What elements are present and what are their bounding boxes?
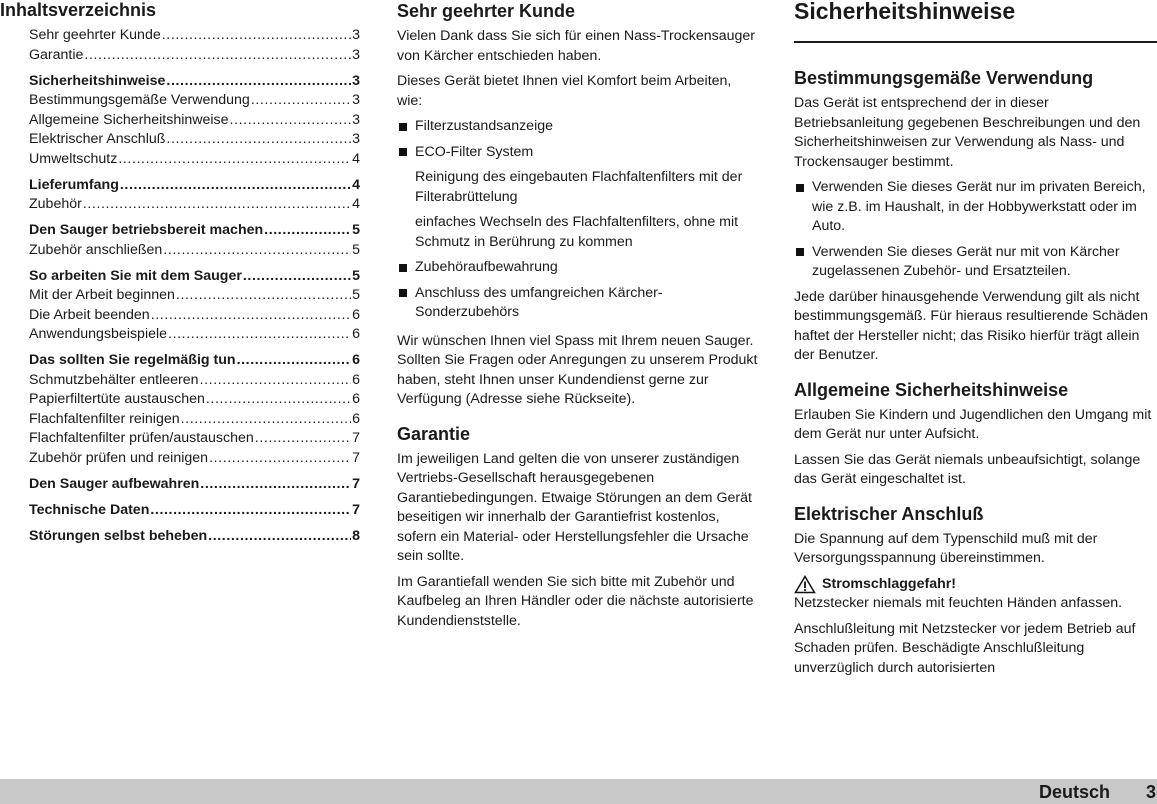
toc-entry-label: Anwendungsbeispiele — [29, 326, 168, 342]
toc-dot-leader — [84, 46, 351, 66]
toc-dot-leader — [251, 91, 351, 111]
toc-entry-page: 7 — [352, 449, 360, 466]
toc-entry-label: Zubehör — [29, 196, 82, 212]
warning-label: Stromschlaggefahr! — [822, 575, 957, 592]
toc-entry-page: 5 — [352, 287, 360, 303]
garantie-heading: Garantie — [397, 423, 471, 444]
toc-dot-leader — [150, 501, 351, 521]
toc-entry-page: 5 — [352, 222, 360, 238]
use-bullet-text: Verwenden Sie dieses Gerät nur im privaten Bereich, wie z.B. im Haushalt, in der Hobbywerkstatt oder im Auto. — [812, 179, 1146, 234]
toc-title: Inhaltsverzeichnis — [0, 0, 157, 20]
feature-text: Anschluss des umfangreichen Kärcher-Sonderzubehörs — [415, 284, 663, 320]
use-bullet-text: Verwenden Sie dieses Gerät nur mit von Kärcher zugelassenen Zubehör- und Ersatzteilen. — [812, 243, 1120, 279]
toc-entry-page: 3 — [352, 92, 360, 108]
toc-dot-leader — [163, 241, 351, 261]
toc-dot-leader — [264, 221, 351, 241]
footer-bar — [0, 779, 1157, 804]
safety-column — [794, 0, 1157, 678]
toc-dot-leader — [120, 176, 351, 196]
toc-entry-label: Bestimmungsgemäße Verwendung — [29, 92, 250, 108]
feature-bullet — [397, 284, 758, 323]
bullet-square-icon — [399, 123, 407, 131]
electric-paragraph-voltage: Die Spannung auf dem Typenschild muß mit der Versorgungsspannung übereinstimmen. — [794, 530, 1098, 566]
toc-entry-page: 3 — [352, 72, 360, 89]
toc-entry-label: Flachfaltenfilter prüfen/austauschen — [29, 430, 254, 446]
toc-dot-leader — [181, 410, 351, 430]
toc-dot-leader — [118, 150, 351, 170]
use-paragraph: Das Gerät ist entsprechend der in dieser Betriebsanleitung gegebenen Beschreibungen und den Sicherheitshinweisen zur Verwendung als Nass- und Trockensauger bestimmt. — [794, 95, 1141, 170]
garantie-paragraph-terms: Im jeweiligen Land gelten die von unserer zuständigen Vertriebs-Gesellschaft herausgegebenen Garantiebedingungen. Etwaige Störungen an dem Gerät beseitigen wir innerhalb der Garantiefrist kostenlos, sofern ein Material- oder Herstellungsfehler die Ursache sein sollte. — [397, 450, 752, 564]
toc-dot-leader — [243, 267, 351, 287]
toc-entry-label: Allgemeine Sicherheitshinweise — [29, 111, 229, 128]
warning-text: Netzstecker niemals mit feuchten Händen anfassen. — [794, 595, 1123, 611]
toc-entry — [0, 241, 360, 261]
toc-entry-page: 4 — [352, 150, 360, 167]
toc-dot-leader — [151, 306, 351, 326]
toc-entry-label: Lieferumfang — [29, 176, 119, 193]
toc-entry-page: 6 — [352, 391, 360, 407]
feature-text: ECO-Filter System — [415, 143, 534, 160]
bullet-square-icon — [796, 248, 804, 256]
toc-entry — [0, 221, 360, 241]
intro-paragraph-thanks: Vielen Dank dass Sie sich für einen Nass-Trockensauger von Kärcher entschieden haben. — [397, 28, 756, 64]
shock-warning — [794, 575, 1157, 595]
feature-text: Zubehöraufbewahrung — [415, 259, 558, 275]
toc-dot-leader — [176, 286, 351, 306]
feature-bullet — [397, 143, 758, 163]
toc-entry-label: Mit der Arbeit beginnen — [29, 287, 175, 303]
feature-bullet — [397, 258, 758, 278]
bullet-square-icon — [399, 264, 407, 272]
toc-entry-label: Das sollten Sie regelmäßig tun — [29, 352, 236, 368]
toc-entry-page: 3 — [352, 111, 360, 128]
toc-entry-label: Flachfaltenfilter reinigen — [29, 410, 180, 427]
use-heading: Bestimmungsgemäße Verwendung — [794, 68, 1094, 88]
toc-dot-leader — [200, 475, 351, 495]
toc-entry-page: 5 — [352, 241, 360, 258]
toc-entry-page: 7 — [352, 430, 360, 446]
toc-dot-leader — [83, 195, 351, 215]
toc-entry-label: Sehr geehrter Kunde — [29, 27, 161, 43]
toc-entry-page: 7 — [352, 475, 360, 492]
intro-paragraph-closing: Wir wünschen Ihnen viel Spass mit Ihrem neuen Sauger. Sollten Sie Fragen oder Anregungen zu unserem Produkt haben, steht Ihnen unser Kundendienst gerne zur Verfügung (Adresse siehe Rückseite). — [397, 332, 758, 407]
toc-entry-page: 3 — [352, 46, 360, 63]
toc-entry — [0, 449, 360, 469]
toc-entry-label: Elektrischer Anschluß — [29, 131, 166, 147]
toc-entry — [0, 195, 360, 215]
toc-entry-page: 4 — [352, 176, 360, 193]
toc-entry-page: 3 — [352, 27, 360, 43]
general-paragraph-unattended: Lassen Sie das Gerät niemals unbeaufsichtigt, solange das Gerät eingeschaltet ist. — [794, 451, 1141, 487]
feature-text: Filterzustandsanzeige — [415, 118, 554, 134]
use-bullet — [794, 178, 1157, 237]
bullet-square-icon — [399, 148, 407, 156]
bullet-square-icon — [399, 289, 407, 297]
toc-entry-page: 6 — [352, 371, 360, 388]
footer-language: Deutsch — [1038, 782, 1110, 802]
toc-entry-label: Garantie — [29, 46, 84, 63]
toc-entry — [0, 176, 360, 196]
toc-entry-label: Den Sauger aufbewahren — [29, 475, 200, 492]
toc-dot-leader — [166, 130, 351, 150]
feature-bullet — [397, 117, 758, 137]
toc-entry-label: Umweltschutz — [29, 150, 118, 167]
toc-entry-page: 3 — [352, 131, 360, 147]
footer-page-number: 3 — [1145, 782, 1156, 802]
toc-entry-page: 6 — [352, 306, 360, 323]
toc-dot-leader — [200, 371, 352, 391]
safety-title: Sicherheitshinweise — [794, 0, 1016, 24]
intro-column — [397, 0, 758, 631]
title-divider — [794, 41, 1157, 43]
toc-entry-page: 7 — [352, 501, 360, 518]
toc-entry — [0, 410, 360, 430]
toc-entry — [0, 527, 360, 547]
toc-dot-leader — [255, 429, 351, 449]
toc-dot-leader — [209, 449, 351, 469]
toc-entry — [0, 351, 360, 371]
general-heading: Allgemeine Sicherheitshinweise — [794, 379, 1069, 400]
toc-entry-label: Papierfiltertüte austauschen — [29, 391, 205, 407]
toc-entry — [0, 26, 360, 46]
toc-entry — [0, 130, 360, 150]
bullet-square-icon — [796, 184, 804, 192]
feature-subtext: Reinigung des eingebauten Flachfaltenfilters mit der Filterabrüttelung — [415, 169, 743, 205]
intro-paragraph-comfort: Dieses Gerät bietet Ihnen viel Komfort beim Arbeiten, wie: — [397, 73, 732, 109]
toc-entry-label: Schmutzbehälter entleeren — [29, 371, 199, 388]
toc-entry-page: 5 — [352, 267, 360, 284]
electric-paragraph-cable: Anschlußleitung mit Netzstecker vor jedem Betrieb auf Schaden prüfen. Beschädigte Anschlußleitung unverzüglich durch autorisierten — [794, 620, 1136, 676]
toc-entry-page: 6 — [352, 352, 360, 368]
toc-entry — [0, 150, 360, 170]
toc-entry-page: 6 — [352, 410, 360, 427]
toc-entry — [0, 390, 360, 410]
toc-dot-leader — [168, 325, 351, 345]
toc-entry — [0, 111, 360, 131]
toc-dot-leader — [230, 111, 352, 131]
toc-entry-label: Technische Daten — [29, 501, 150, 518]
toc-dot-leader — [237, 351, 352, 371]
toc-entry-label: Zubehör prüfen und reinigen — [29, 449, 209, 466]
toc-entry-page: 4 — [352, 196, 360, 212]
toc-entry — [0, 371, 360, 391]
toc-entry — [0, 475, 360, 495]
warning-triangle-icon — [794, 575, 816, 594]
toc-entry — [0, 72, 360, 92]
toc-entry-page: 6 — [352, 326, 360, 342]
toc-dot-leader — [206, 390, 351, 410]
toc-entry-label: So arbeiten Sie mit dem Sauger — [29, 267, 242, 284]
intro-heading: Sehr geehrter Kunde — [397, 1, 576, 21]
table-of-contents — [0, 0, 360, 546]
toc-entry — [0, 91, 360, 111]
garantie-paragraph-contact: Im Garantiefall wenden Sie sich bitte mit Zubehör und Kaufbeleg an Ihren Händler oder die nächste autorisierte Kundendienststelle. — [397, 573, 754, 629]
toc-dot-leader — [162, 26, 351, 46]
toc-dot-leader — [208, 527, 351, 547]
toc-entry — [0, 325, 360, 345]
toc-entry — [0, 46, 360, 66]
toc-entry-page: 8 — [352, 527, 360, 544]
toc-entry — [0, 501, 360, 521]
toc-list — [0, 26, 360, 546]
toc-entry-label: Störungen selbst beheben — [29, 527, 208, 544]
toc-entry-label: Zubehör anschließen — [29, 241, 163, 258]
toc-entry — [0, 429, 360, 449]
toc-entry — [0, 286, 360, 306]
feature-subtext: einfaches Wechseln des Flachfaltenfilters, ohne mit Schmutz in Berührung zu kommen — [415, 214, 739, 250]
toc-dot-leader — [166, 72, 351, 92]
use-bullet — [794, 243, 1157, 282]
electric-heading: Elektrischer Anschluß — [794, 503, 984, 524]
use-liability-paragraph: Jede darüber hinausgehende Verwendung gilt als nicht bestimmungsgemäß. Für hieraus resultierende Schäden haftet der Hersteller nicht; das Risiko hierfür trägt allein der Benutzer. — [794, 288, 1149, 363]
toc-entry-label: Sicherheitshinweise — [29, 72, 166, 89]
toc-entry-label: Die Arbeit beenden — [29, 306, 150, 323]
toc-entry — [0, 306, 360, 326]
general-paragraph-children: Erlauben Sie Kindern und Jugendlichen den Umgang mit dem Gerät nur unter Aufsicht. — [794, 406, 1152, 442]
toc-entry — [0, 267, 360, 287]
toc-entry-label: Den Sauger betriebsbereit machen — [29, 222, 264, 238]
